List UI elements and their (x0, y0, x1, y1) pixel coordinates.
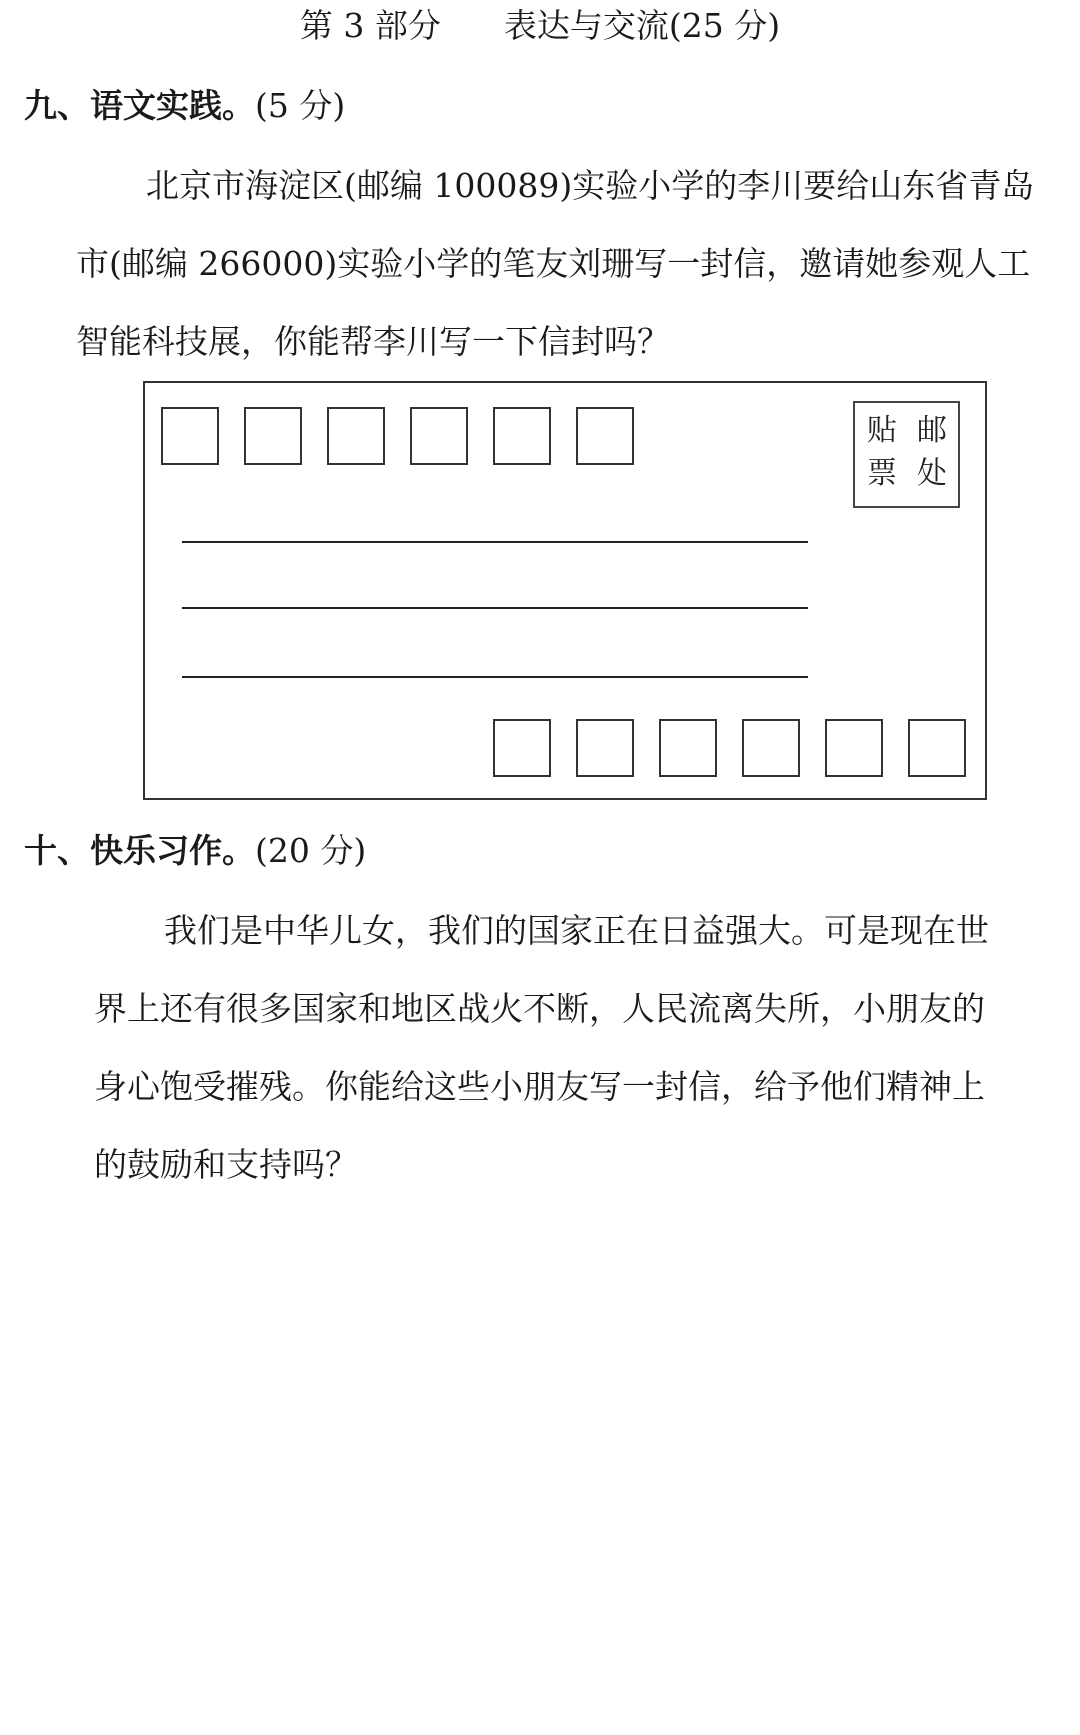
recipient-zip-box-5[interactable] (493, 407, 551, 465)
sender-zip-box-3[interactable] (659, 719, 717, 777)
sender-zip-box-5[interactable] (825, 719, 883, 777)
address-line-1[interactable] (182, 541, 808, 543)
recipient-zip-box-1[interactable] (161, 407, 219, 465)
recipient-zip-box-2[interactable] (244, 407, 302, 465)
stamp-text-you: 邮 (917, 413, 947, 448)
question-9-line-3: 智能科技展，你能帮李川写一下信封吗？ (76, 322, 670, 361)
question-10-label: 十、快乐习作。 (24, 831, 255, 870)
question-10-line-4: 的鼓励和支持吗？ (94, 1145, 358, 1184)
sender-zip-box-1[interactable] (493, 719, 551, 777)
sender-zip-box-6[interactable] (908, 719, 966, 777)
stamp-text-chu: 处 (917, 456, 947, 491)
sender-zip-box-2[interactable] (576, 719, 634, 777)
recipient-zip-box-6[interactable] (576, 407, 634, 465)
envelope (143, 381, 987, 800)
question-10-line-2: 界上还有很多国家和地区战火不断，人民流离失所，小朋友的 (94, 989, 985, 1028)
sender-zip-box-4[interactable] (742, 719, 800, 777)
address-line-3[interactable] (182, 676, 808, 678)
recipient-zip-box-3[interactable] (327, 407, 385, 465)
question-9-line-2: 市(邮编 266000)实验小学的笔友刘珊写一封信，邀请她参观人工 (76, 244, 1031, 283)
recipient-zip-box-4[interactable] (410, 407, 468, 465)
question-9-points: (5 分) (255, 86, 346, 125)
question-9-heading (24, 84, 345, 128)
question-9-label: 九、语文实践。 (24, 86, 255, 125)
question-10-points: (20 分) (255, 831, 367, 870)
stamp-text-tie: 贴 (867, 413, 897, 448)
question-10-heading (24, 829, 366, 873)
section-title: 第 3 部分 表达与交流(25 分) (299, 6, 781, 45)
question-10-line-1: 我们是中华儿女，我们的国家正在日益强大。可是现在世 (164, 911, 989, 950)
question-9-body (76, 147, 1034, 381)
stamp-area (853, 401, 960, 508)
address-line-2[interactable] (182, 607, 808, 609)
question-9-line-1: 北京市海淀区(邮编 100089)实验小学的李川要给山东省青岛 (146, 166, 1035, 205)
question-10-line-3: 身心饱受摧残。你能给这些小朋友写一封信，给予他们精神上 (94, 1067, 985, 1106)
question-10-body (94, 892, 989, 1204)
stamp-text-piao: 票 (867, 456, 897, 491)
